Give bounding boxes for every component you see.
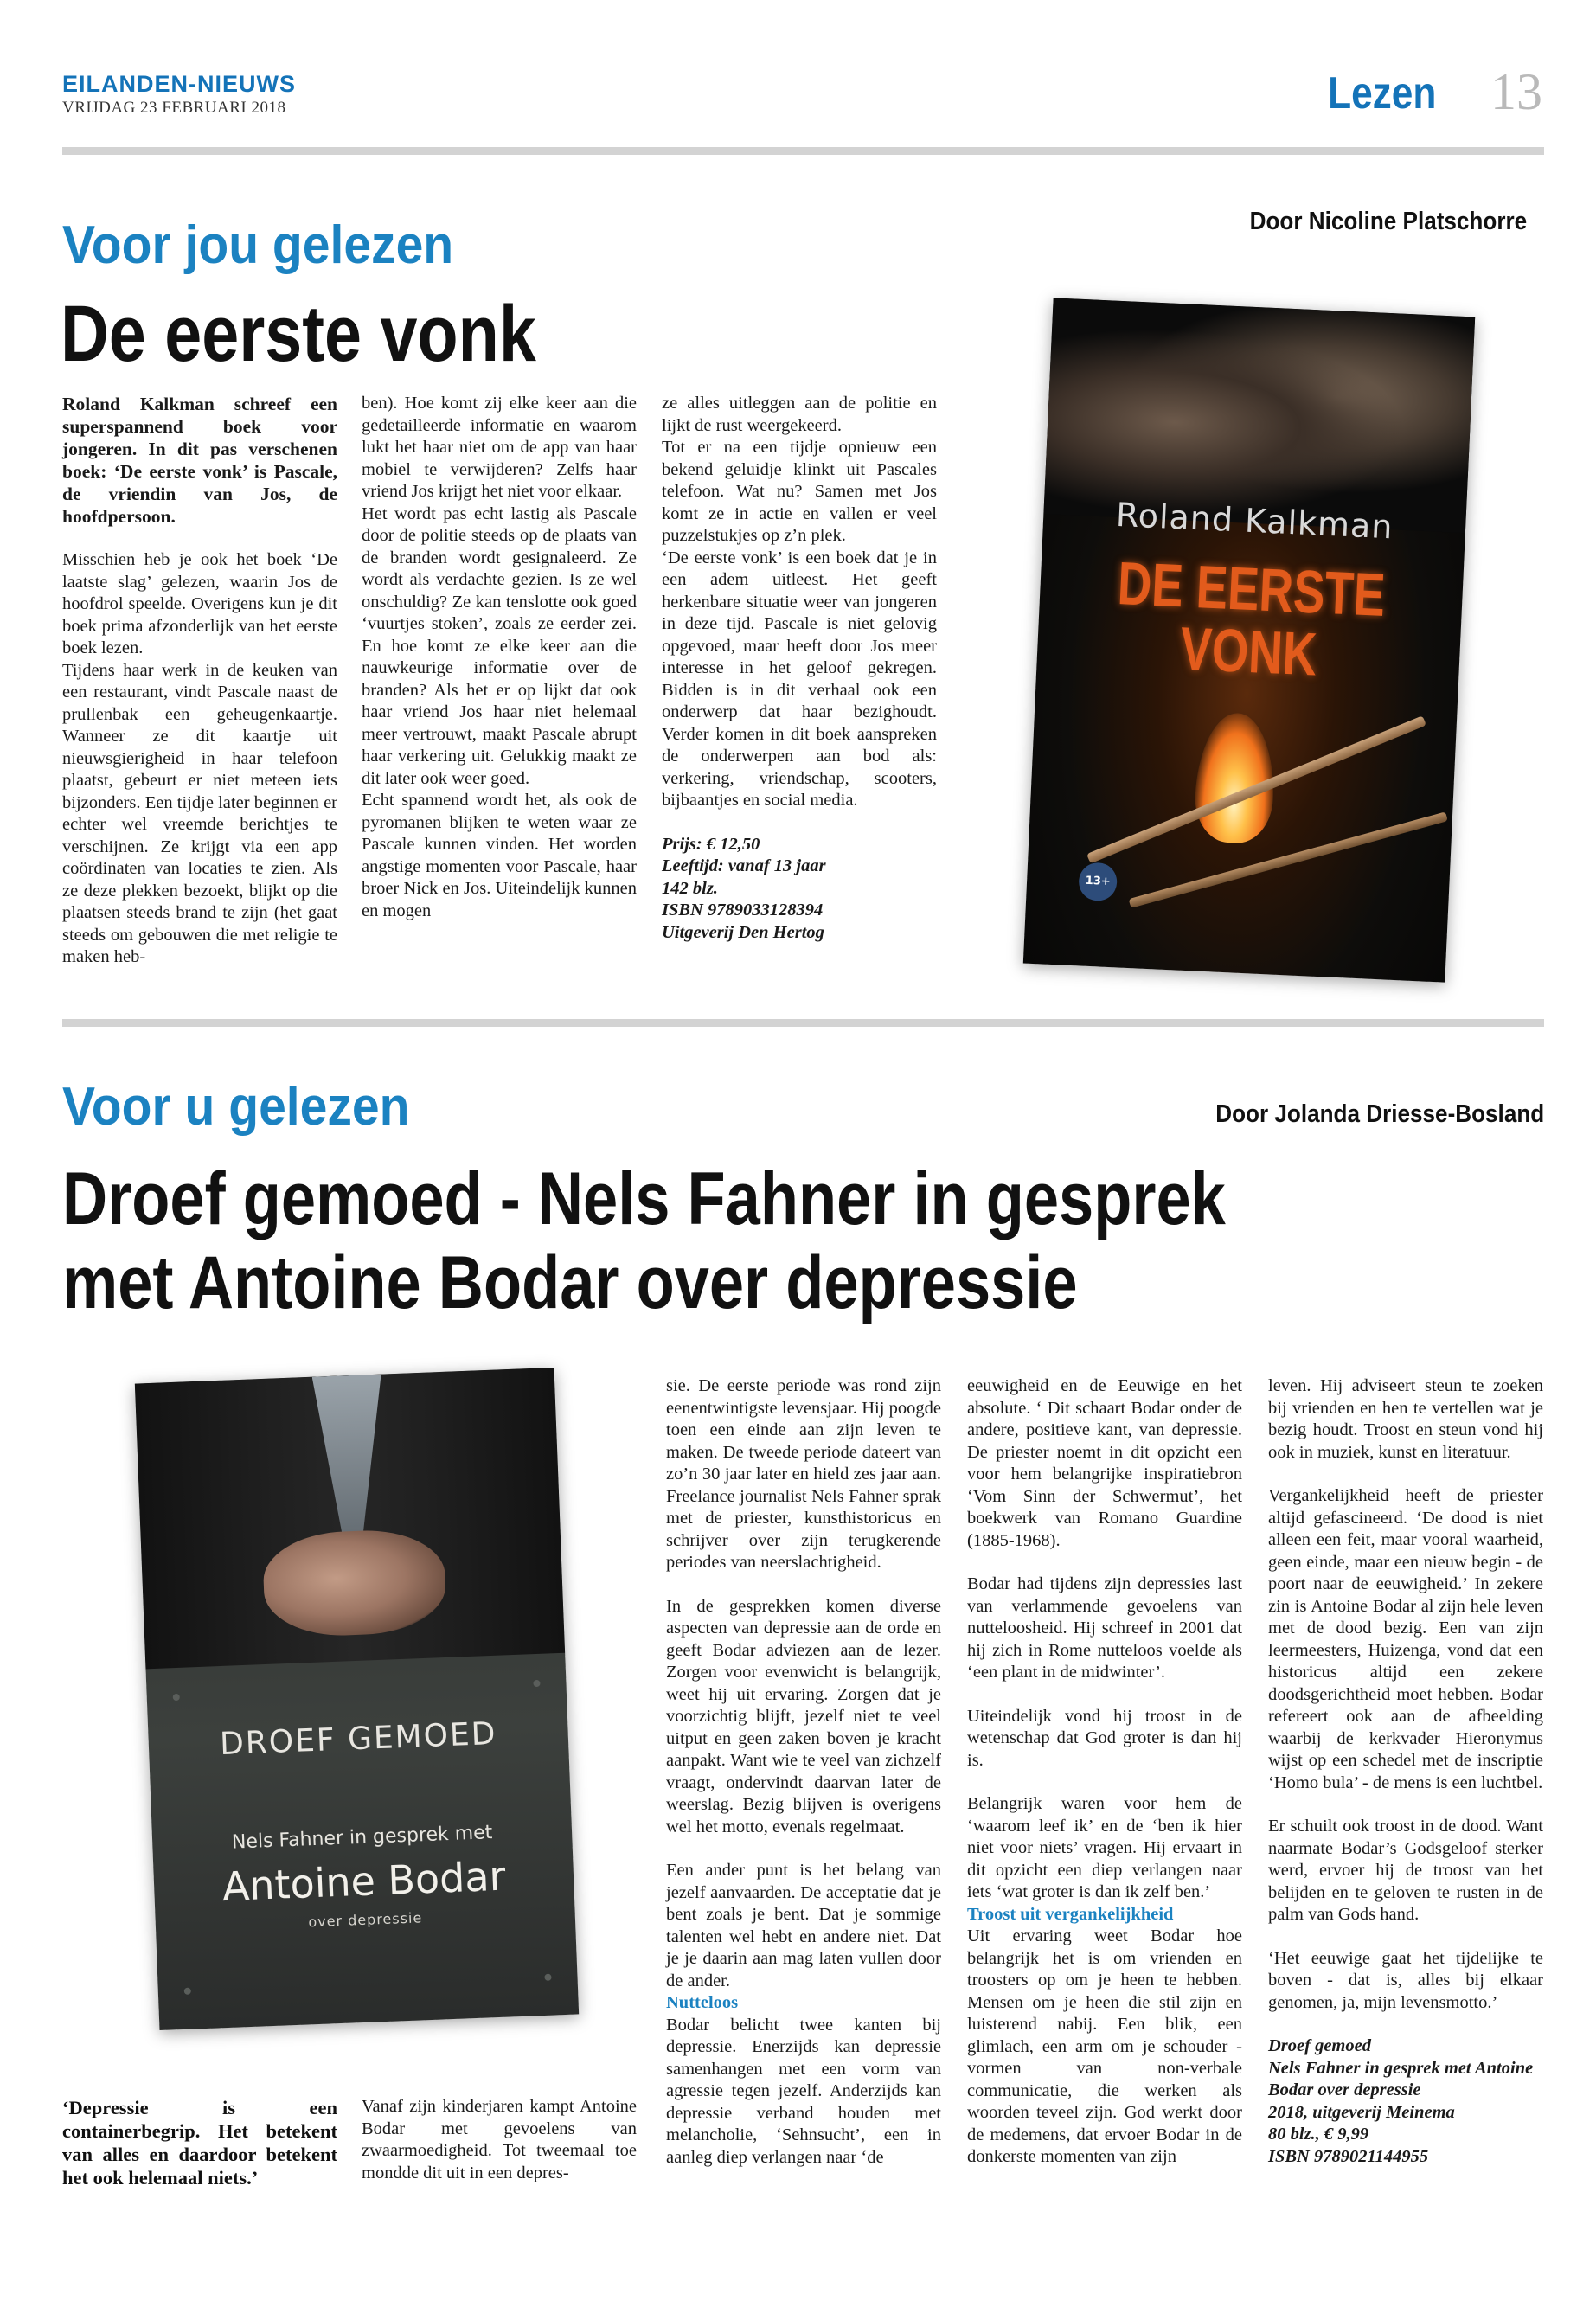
article2-paragraph: Vanaf zijn kinderjaren kampt Antoine Bodar met gevoelens van zwaarmoedigheid. Tot tweemaal toe mondde dit uit in een depres- [362,2097,637,2182]
page-number: 13 [1490,63,1542,120]
article2-paragraph: eeuwigheid en de Eeuwige en het absolute. ‘ Dit schaart Bodar onder de andere, positieve kant, van depressie. De priester noemt in dit opzicht een voor hem belangrijke inspiratiebron ‘Vom Sinn der Schwermut’, het boekwerk van Romano Guardine (1885-1968). [967,1376,1242,1550]
article1-book-info [662,834,937,945]
article2-paragraph: Uit ervaring weet Bodar hoe belangrijk het is om vrienden en troosters op om je heen te hebben. Mensen om je heen die stil zijn en luisterend nabij. Een blik, een glimlach, een arm om je schouder - vormen van non-verbale communicatie, die werken als woorden teveel zijn. God werkt door de medemens, dat ervoer Bodar in de donkerste momenten van zijn [967,1926,1242,2166]
article2-column-1 [362,2096,637,2184]
cover-title-line: DE EERSTE [1116,549,1388,630]
article2-subheading: Nutteloos [666,1993,739,2012]
article2-headline-line: met Antoine Bodar over depressie [62,1241,1078,1324]
top-divider [62,147,1544,155]
article1-paragraph: Tijdens haar werk in de keuken van een restaurant, vindt Pascale naast de prullenbak een geheugenkaartje. Wanneer ze dit kaartje uit nieuwsgierigheid in haar telefoon plaatst, gebeurt er niet meteen iets bijzonders. Een tijdje later beginnen er echter wel vreemde berichtjes te verschijnen. Ze krijgt via een app coördinaten van locaties te zien. Als ze deze plekken bezoekt, blijkt op die plaatsen steeds brand te zijn (het gaat steeds om gebouwen die met religie te maken heb- [62,660,337,966]
cover-title [1083,550,1418,689]
book-subtitle: Nels Fahner in gesprek met Antoine Bodar over depressie [1268,2058,1534,2099]
article1-paragraph: Misschien heb je ook het boek ‘De laatste slag’ gelezen, waarin Jos de hoofdrol speelde. Overigens kun je dit boek prima afzonderlijk van het eerste boek lezen. [62,550,337,657]
book-publisher: Uitgeverij Den Hertog [662,922,824,942]
article2-paragraph: Er schuilt ook troost in de dood. Want naarmate Bodar’s Godsgeloof sterker werd, ervoer hij de troost van het belijden en te geloven te rusten in de palm van Gods hand. [1268,1817,1543,1924]
article2-headline-line: Droef gemoed - Nels Fahner in gesprek [62,1157,1226,1240]
book-pages: 142 blz. [662,878,718,898]
cover-rivet [184,1988,191,1995]
article2-book-info [1268,2035,1543,2168]
article2-paragraph: leven. Hij adviseert steun te zoeken bij vrienden en hen te vertellen wat je bezig houdt. Troost en steun vond hij ook in muziek, kunst en literatuur. [1268,1376,1543,1462]
article2-column-2 [666,1375,941,2169]
article1-paragraph: ‘De eerste vonk’ is een boek dat je in een adem uitleest. Het geeft herkenbare situatie weer van jongeren in deze tijd. Pascale is niet gelovig opgevoed, maar heeft door Jos meer interesse in het geloof gekregen. Bidden is in dit verhaal ook een onderwerp dat haar bezighoudt. Verder komen in dit boek aanspreken de onderwerpen aan bod als: verkering, vriendschap, scooters, bijbaantjes en social media. [662,548,937,810]
article1-paragraph: Het wordt pas echt lastig als Pascale door de politie steeds op de plaats van de branden wordt gesignaleerd. Ze wordt als verdachte gezien. Is ze wel onschuldig? Ze kan tenslotte ook goed ‘vuurtjes stoken’, zoals ze eerder zei. En hoe komt ze elke keer aan die nauwkeurige informatie over de branden? Als het er op lijkt dat ook haar vriend Jos haar niet helemaal meer vertrouwt, maakt Pascale abrupt haar verkering uit. Gelukkig maakt ze dit later ook weer goed. [362,503,637,788]
cover-author: Roland Kalkman [1115,495,1394,547]
cover-title: DROEF GEMOED [219,1715,498,1763]
article2-column-4 [1268,1375,1543,2168]
article2-column-3 [967,1375,1242,2169]
middle-divider [62,1019,1544,1027]
book-isbn: ISBN 9789033128394 [662,901,824,920]
age-badge: 13+ [1078,862,1118,901]
book-cover-de-eerste-vonk [1023,298,1475,982]
article2-paragraph: In de gesprekken komen diverse aspecten van depressie aan de orde en geeft Bodar adviezen aan de lezer. Zorgen voor evenwicht is belangrijk, weet hij uit ervaring. Zorgen dat je voorzichtig blijft, jezelf niet te veel uitput en geen zaken boven je kracht aanpakt. Want wie te veel van zichzelf vraagt, ondervindt daarvan later de weerslag. Bezig blijven is overigens wel het motto, evenals regelmaat. [666,1596,941,1836]
article1-column-2 [362,393,637,922]
book-price: Prijs: € 12,50 [662,834,760,854]
article1-column-3 [662,393,937,944]
book-title: Droef gemoed [1268,2036,1371,2055]
article1-kicker: Voor jou gelezen [62,215,454,275]
book-cover-droef-gemoed [135,1368,579,2030]
article1-paragraph: Tot er na een tijdje opnieuw een bekend geluidje klinkt uit Pascales telefoon. Wat nu? Samen met Jos komt ze in actie en vallen er veel puzzelstukjes op z’n plek. [662,438,937,545]
article1-headline: De eerste vonk [61,290,536,378]
flame-illustration [1193,711,1277,844]
article2-subheading: Troost uit vergankelijkheid [967,1904,1174,1924]
article1-lead: Roland Kalkman schreef een superspannend boek voor jongeren. In dit pas verschenen boek: ‘De eerste vonk’ is Pascale, de vriendin van Jos, de hoofdpersoon. [62,394,337,527]
article1-paragraph: Echt spannend wordt het, als ook de pyromanen blijken te weten waar ze Pascale kunnen vinden. Het worden angstige momenten voor Pascale, haar broer Nick en Jos. Uiteindelijk kunnen en mogen [362,791,637,920]
article1-column-1 [62,393,337,969]
article2-paragraph: Vergankelijkheid heeft de priester altijd gefascineerd. ‘De dood is niet alleen een feit, maar vooral waarheid, geen einde, maar een nieuw begin - de poort naar de eeuwigheid.’ In zekere zin is Antoine Bodar al zijn hele leven met de dood bezig. Een van zijn leermeesters, Huizenga, vond dat een historicus altijd een zekere doodsgerichtheid moet hebben. Bodar refereert ook aan de afbeelding waarbij de kerkvader Hieronymus wijst op een schedel met de inscriptie ‘Homo bula’ - de mens is een luchtbel. [1268,1486,1543,1792]
article2-paragraph: Belangrijk waren voor hem de ‘waarom leef ik’ en de ‘ben ik hier niet voor niets’ vragen. Hij ervaart in dit opzicht een diep verlangen naar iets ‘wat groter is dan ik zelf ben.’ [967,1794,1242,1901]
section-title: Lezen [1327,68,1436,119]
book-year-publisher: 2018, uitgeverij Meinema [1268,2102,1455,2122]
cover-name: Antoine Bodar [221,1852,507,1911]
article2-paragraph: Een ander punt is het belang van jezelf aanvaarden. De acceptatie dat je bent zoals je bent. Dat je sommige talenten wel hebt en andere niet. Dat je je daarin aan mag laten vullen door de ander. [666,1861,941,1990]
article2-paragraph: sie. De eerste periode was rond zijn eenentwintigste levensjaar. Hij poogde toen een einde aan zijn leven te maken. De tweede periode dateert van zo’n 30 jaar later en hield zes jaar aan. Freelance journalist Nels Fahner sprak met de priester, kunsthistoricus en schrijver over zijn terugkerende periodes van neerslachtigheid. [666,1376,941,1572]
cover-topic: over depressie [308,1909,423,1931]
article2-paragraph: ‘Het eeuwige gaat het tijdelijke te boven - dat is, alles bij elkaar genomen, ja, mijn levensmotto.’ [1268,1948,1543,2012]
book-isbn: ISBN 9789021144955 [1268,2146,1429,2166]
article1-paragraph: ben). Hoe komt zij elke keer aan die gedetailleerde informatie en waarom lukt het haar niet om de app van haar mobiel te verwijderen? Zelfs haar vriend Jos krijgt het niet voor elkaar. [362,394,637,501]
pull-quote: ‘Depressie is een containerbegrip. Het betekent van alles en daardoor betekent het ook helemaal niets.’ [62,2097,337,2189]
article2-headline [62,1157,1226,1325]
article2-paragraph: Bodar belicht twee kanten bij depressie. Enerzijds kan depressie samenhangen met een vorm van agressie tegen jezelf. Anderzijds kan depressie verband houden met melancholie, ‘Sehnsucht’, een in aanleg diep verlangen naar ‘de [666,2015,941,2167]
cover-subtitle: Nels Fahner in gesprek met [231,1822,493,1854]
article1-paragraph: ze alles uitleggen aan de politie en lijkt de rust weergekeerd. [662,394,937,435]
article2-paragraph: Bodar had tijdens zijn depressies last van verlammende gevoelens van nutteloosheid. Hij schreef in 2001 dat hij zich in Rome nutteloos voelde als ‘een plant in de midwinter’. [967,1574,1242,1682]
cover-rivet [173,1694,180,1701]
article2-kicker: Voor u gelezen [62,1077,410,1137]
article2-paragraph: Uiteindelijk vond hij troost in de wetenschap dat God groter is dan hij is. [967,1706,1242,1770]
cover-rivet [544,1974,551,1981]
article1-byline: Door Nicoline Platschorre [1249,208,1527,235]
book-age: Leeftijd: vanaf 13 jaar [662,856,826,875]
newspaper-logo: EILANDEN-NIEUWS [62,71,296,97]
book-pages-price: 80 blz., € 9,99 [1268,2125,1369,2144]
cover-rivet [533,1680,540,1687]
issue-date: VRIJDAG 23 FEBRUARI 2018 [62,99,286,117]
article2-byline: Door Jolanda Driesse-Bosland [1215,1100,1544,1128]
cover-title-line: VONK [1178,614,1318,689]
